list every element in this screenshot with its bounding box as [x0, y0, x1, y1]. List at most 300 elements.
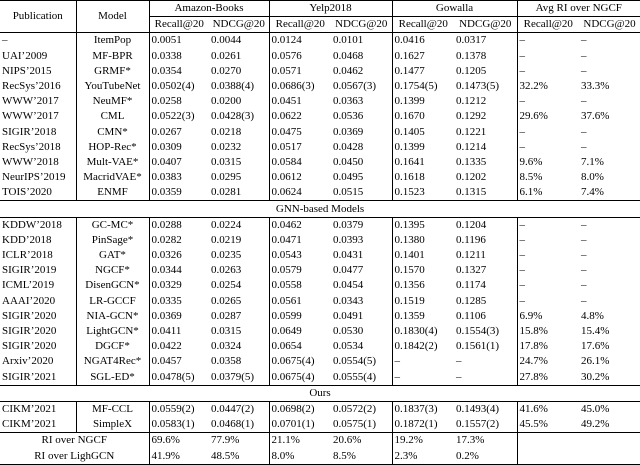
metric-value-cell: 0.1618 [392, 170, 454, 185]
metric-value-cell: 0.0583(1) [149, 417, 209, 433]
section-title: Ours [0, 385, 640, 401]
metric-value-cell: 0.0559(2) [149, 401, 209, 417]
metric-value-cell: 0.1335 [456, 155, 487, 168]
metric-value-cell: 0.0457 [149, 354, 209, 369]
metric-value-cell: – [581, 125, 587, 138]
metric-value-cell: 0.1174 [456, 279, 486, 292]
metric-value-cell: 0.0261 [211, 49, 242, 62]
metric-value-cell: 0.0383 [149, 170, 209, 185]
publication-cell: UAI’2009 [2, 49, 48, 62]
ri-value-cell [517, 448, 579, 464]
metric-value-cell: 0.1196 [456, 233, 486, 246]
metric-value-cell: 7.4% [581, 186, 604, 199]
ri-value-cell: 19.2% [392, 433, 454, 449]
metric-header: NDCG@20 [331, 17, 392, 33]
metric-value-cell: – [456, 355, 462, 368]
metric-value-cell: 27.8% [517, 370, 579, 386]
model-cell: DGCF* [76, 339, 149, 354]
metric-value-cell: 17.6% [581, 340, 610, 353]
metric-value-cell: 15.4% [581, 325, 610, 338]
metric-value-cell: 0.0571 [269, 64, 331, 79]
metric-value-cell: 0.0530 [333, 325, 364, 338]
model-cell: GRMF* [76, 64, 149, 79]
publication-cell: SIGIR’2020 [2, 340, 57, 353]
publication-cell: ICML’2019 [2, 279, 55, 292]
metric-value-cell: 0.0235 [211, 249, 242, 262]
metric-value-cell: – [517, 140, 579, 155]
metric-value-cell: 0.0468 [333, 49, 364, 62]
model-cell: ItemPop [76, 33, 149, 49]
ri-value-cell: 21.1% [269, 433, 331, 449]
metric-value-cell: 0.0468(1) [211, 418, 255, 431]
model-cell: GAT* [76, 248, 149, 263]
metric-value-cell: 0.0281 [211, 186, 242, 199]
table-row [0, 401, 640, 417]
metric-value-cell: 0.0232 [211, 140, 242, 153]
metric-header: Recall@20 [269, 17, 331, 33]
publication-cell: SIGIR’2019 [2, 264, 57, 277]
table-row [0, 140, 640, 155]
model-cell: SimpleX [76, 417, 149, 433]
metric-value-cell: 0.0579 [269, 263, 331, 278]
table-row [0, 49, 640, 64]
metric-value-cell: 0.1395 [392, 217, 454, 233]
metric-value-cell: 0.0477 [333, 264, 364, 277]
metric-value-cell: 8.5% [517, 170, 579, 185]
metric-value-cell: – [517, 233, 579, 248]
section-title: GNN-based Models [0, 201, 640, 217]
metric-value-cell: 0.0358 [211, 355, 242, 368]
ri-value-cell: 2.3% [392, 448, 454, 464]
dataset-group-header: Amazon-Books [149, 1, 269, 17]
metric-value-cell: 24.7% [517, 354, 579, 369]
table-row [0, 294, 640, 309]
metric-value-cell: 49.2% [581, 418, 610, 431]
metric-value-cell: 0.0454 [333, 279, 364, 292]
ri-label-cell: RI over NGCF [0, 433, 149, 449]
metric-value-cell: 0.1554(3) [456, 325, 500, 338]
metric-value-cell: 0.0411 [149, 324, 209, 339]
metric-value-cell: – [517, 217, 579, 233]
metric-value-cell: 0.1641 [392, 155, 454, 170]
metric-value-cell: 30.2% [581, 370, 610, 383]
metric-value-cell: – [581, 95, 587, 108]
ri-value-cell [579, 433, 640, 449]
publication-cell: CIKM’2021 [2, 402, 57, 415]
metric-value-cell: 0.1315 [456, 186, 487, 199]
metric-value-cell: 0.0309 [149, 140, 209, 155]
ri-value-cell: 77.9% [209, 433, 269, 449]
metric-value-cell: 0.0522(3) [149, 109, 209, 124]
metric-value-cell: – [581, 249, 587, 262]
metric-value-cell: 45.0% [581, 402, 610, 415]
metric-value-cell: 0.1473(5) [456, 80, 500, 93]
publication-cell: WWW’2018 [2, 155, 59, 168]
metric-value-cell: 0.1523 [392, 185, 454, 201]
metric-value-cell: 0.0393 [333, 233, 364, 246]
metric-value-cell: 0.0101 [333, 34, 364, 47]
metric-value-cell: 0.0265 [211, 294, 242, 307]
model-cell: HOP-Rec* [76, 140, 149, 155]
metric-value-cell: 0.1405 [392, 125, 454, 140]
metric-value-cell: 0.0326 [149, 248, 209, 263]
metric-value-cell: 0.0258 [149, 94, 209, 109]
metric-value-cell: 0.1399 [392, 94, 454, 109]
table-row [0, 339, 640, 354]
relative-improvement-row [0, 448, 640, 464]
table-row [0, 185, 640, 201]
metric-value-cell: 0.0675(4) [269, 370, 331, 386]
table-row [0, 33, 640, 49]
metric-value-cell: 0.1202 [456, 171, 487, 184]
metric-value-cell: 17.8% [517, 339, 579, 354]
ri-value-cell: 0.2% [454, 448, 517, 464]
metric-value-cell: – [517, 64, 579, 79]
metric-header: NDCG@20 [454, 17, 517, 33]
publication-cell: SIGIR’2020 [2, 325, 57, 338]
metric-value-cell: 0.0200 [211, 95, 242, 108]
metric-value-cell: 0.0379 [333, 218, 364, 231]
metric-header: Recall@20 [517, 17, 579, 33]
metric-value-cell: 0.1557(2) [456, 418, 500, 431]
metric-value-cell: 0.1670 [392, 109, 454, 124]
metric-value-cell: 0.0369 [333, 125, 364, 138]
model-header: Model [76, 1, 149, 33]
model-cell: NeuMF* [76, 94, 149, 109]
metric-value-cell: – [581, 279, 587, 292]
metric-value-cell: 0.0344 [149, 263, 209, 278]
metric-value-cell: – [456, 370, 462, 383]
metric-value-cell: – [581, 34, 587, 47]
metric-value-cell: 0.1519 [392, 294, 454, 309]
metric-value-cell: – [517, 248, 579, 263]
ri-value-cell: 41.9% [149, 448, 209, 464]
metric-value-cell: – [517, 294, 579, 309]
table-row [0, 233, 640, 248]
metric-value-cell: 0.1211 [456, 249, 486, 262]
metric-value-cell: 0.0428 [333, 140, 364, 153]
model-cell: NGCF* [76, 263, 149, 278]
metric-value-cell: 0.0649 [269, 324, 331, 339]
ri-value-cell: 17.3% [454, 433, 517, 449]
metric-value-cell: 6.9% [517, 309, 579, 324]
publication-cell: TOIS’2020 [2, 186, 52, 199]
metric-value-cell: 0.0622 [269, 109, 331, 124]
table-row [0, 354, 640, 369]
model-cell: YouTubeNet [76, 79, 149, 94]
metric-value-cell: 0.0447(2) [211, 402, 255, 415]
ri-value-cell: 48.5% [209, 448, 269, 464]
metric-value-cell: 0.1204 [456, 218, 487, 231]
metric-value-cell: 0.1359 [392, 309, 454, 324]
metric-value-cell: 0.0287 [211, 309, 242, 322]
table-row [0, 79, 640, 94]
metric-value-cell: 0.0416 [392, 33, 454, 49]
metric-value-cell: 0.0254 [211, 279, 242, 292]
metric-value-cell: 0.0388(4) [211, 80, 255, 93]
metric-value-cell: 0.0451 [269, 94, 331, 109]
metric-value-cell: 0.1561(1) [456, 340, 500, 353]
metric-value-cell: 0.0567(3) [333, 80, 377, 93]
metric-value-cell: 0.0517 [269, 140, 331, 155]
model-cell: GC-MC* [76, 217, 149, 233]
metric-value-cell: 0.0495 [333, 171, 364, 184]
table-row [0, 417, 640, 433]
table-row [0, 170, 640, 185]
metric-value-cell: 0.1570 [392, 263, 454, 278]
metric-value-cell: 0.0324 [211, 340, 242, 353]
metric-value-cell: 0.0044 [211, 34, 242, 47]
model-cell: CMN* [76, 125, 149, 140]
ri-value-cell: 20.6% [331, 433, 392, 449]
metric-value-cell: 0.0315 [211, 155, 242, 168]
metric-value-cell: 0.1205 [456, 64, 487, 77]
publication-cell: SIGIR’2018 [2, 125, 57, 138]
metric-header: Recall@20 [149, 17, 209, 33]
table-row [0, 309, 640, 324]
metric-value-cell: 0.0431 [333, 249, 364, 262]
table-row [0, 324, 640, 339]
ri-value-cell [517, 433, 579, 449]
metric-value-cell: 0.0462 [269, 217, 331, 233]
publication-cell: RecSys’2016 [2, 80, 61, 93]
metric-value-cell: 0.1627 [392, 49, 454, 64]
ri-label-cell: RI over LighGCN [0, 448, 149, 464]
metric-value-cell: 0.0536 [333, 110, 364, 123]
metric-value-cell: 0.1754(5) [392, 79, 454, 94]
metric-value-cell: – [581, 49, 587, 62]
metric-value-cell: 0.0379(5) [211, 370, 255, 383]
metric-value-cell: 0.0369 [149, 309, 209, 324]
model-cell: NIA-GCN* [76, 309, 149, 324]
metric-value-cell: 0.0561 [269, 294, 331, 309]
ri-value-cell [579, 448, 640, 464]
publication-cell: KDDW’2018 [2, 218, 62, 231]
metric-value-cell: 0.0698(2) [269, 401, 331, 417]
metric-value-cell: – [581, 140, 587, 153]
metric-value-cell: 0.0475 [269, 125, 331, 140]
table-row [0, 125, 640, 140]
publication-cell: RecSys’2018 [2, 140, 61, 153]
metric-value-cell: 0.0407 [149, 155, 209, 170]
metric-value-cell: 0.0219 [211, 233, 242, 246]
model-cell: MacridVAE* [76, 170, 149, 185]
metric-value-cell: 0.0335 [149, 294, 209, 309]
metric-value-cell: 0.0282 [149, 233, 209, 248]
metric-value-cell: 0.0534 [333, 340, 364, 353]
metric-value-cell: – [517, 49, 579, 64]
metric-value-cell: 0.0267 [149, 125, 209, 140]
metric-value-cell: 9.6% [517, 155, 579, 170]
metric-value-cell: 0.1837(3) [392, 401, 454, 417]
metric-value-cell: 0.0654 [269, 339, 331, 354]
publication-cell: SIGIR’2021 [2, 370, 57, 383]
publication-cell: Arxiv’2020 [2, 355, 54, 368]
metric-value-cell: 0.0315 [211, 325, 242, 338]
metric-value-cell: 0.0675(4) [269, 354, 331, 369]
table-row [0, 94, 640, 109]
metric-value-cell: 0.0576 [269, 49, 331, 64]
metric-value-cell: 0.0624 [269, 185, 331, 201]
metric-value-cell: 0.0270 [211, 64, 242, 77]
model-cell: Mult-VAE* [76, 155, 149, 170]
metric-value-cell: 0.1380 [392, 233, 454, 248]
metric-value-cell: 0.0599 [269, 309, 331, 324]
model-cell: ENMF [76, 185, 149, 201]
publication-cell: – [2, 34, 8, 47]
model-cell: MF-CCL [76, 401, 149, 417]
metric-value-cell: 0.0701(1) [269, 417, 331, 433]
metric-value-cell: – [392, 354, 454, 369]
section-header-row [0, 385, 640, 401]
metric-value-cell: 0.0288 [149, 217, 209, 233]
model-cell: MF-BPR [76, 49, 149, 64]
metric-value-cell: 37.6% [581, 110, 610, 123]
metric-value-cell: – [581, 264, 587, 277]
metric-value-cell: 0.1285 [456, 294, 487, 307]
metric-value-cell: 0.1477 [392, 64, 454, 79]
metric-value-cell: 0.0051 [149, 33, 209, 49]
metric-value-cell: 0.1292 [456, 110, 487, 123]
metric-value-cell: 0.1214 [456, 140, 487, 153]
metric-value-cell: 0.0584 [269, 155, 331, 170]
table-row [0, 263, 640, 278]
metric-value-cell: 7.1% [581, 155, 604, 168]
table-row [0, 217, 640, 233]
metric-value-cell: – [517, 125, 579, 140]
publication-cell: CIKM’2021 [2, 418, 57, 431]
metric-value-cell: 0.0363 [333, 95, 364, 108]
metric-value-cell: 15.8% [517, 324, 579, 339]
metric-value-cell: 0.0515 [333, 186, 364, 199]
metric-value-cell: 0.0491 [333, 309, 364, 322]
model-cell: DisenGCN* [76, 278, 149, 293]
metric-value-cell: 0.0343 [333, 294, 364, 307]
metric-value-cell: 0.0554(5) [333, 355, 377, 368]
metric-value-cell: 45.5% [517, 417, 579, 433]
metric-value-cell: 0.0575(1) [333, 418, 377, 431]
metric-value-cell: 0.0462 [333, 64, 364, 77]
metric-value-cell: 0.0555(4) [333, 370, 377, 383]
table-row [0, 109, 640, 124]
metric-value-cell: 26.1% [581, 355, 610, 368]
publication-cell: NIPS’2015 [2, 64, 52, 77]
publication-header: Publication [0, 1, 76, 33]
ri-value-cell: 69.6% [149, 433, 209, 449]
table-row [0, 64, 640, 79]
metric-value-cell: 0.0124 [269, 33, 331, 49]
metric-value-cell: 0.0543 [269, 248, 331, 263]
metric-value-cell: 33.3% [581, 80, 610, 93]
metric-value-cell: 0.1106 [456, 309, 486, 322]
metric-value-cell: 0.0263 [211, 264, 242, 277]
dataset-group-header: Yelp2018 [269, 1, 392, 17]
metric-value-cell: 0.1401 [392, 248, 454, 263]
metric-value-cell: 0.1212 [456, 95, 487, 108]
metric-value-cell: 0.1493(4) [456, 402, 500, 415]
metric-value-cell: – [517, 263, 579, 278]
metric-value-cell: 0.0295 [211, 171, 242, 184]
model-cell: LightGCN* [76, 324, 149, 339]
metric-value-cell: 0.1327 [456, 264, 487, 277]
metric-value-cell: – [517, 94, 579, 109]
metric-value-cell: – [581, 233, 587, 246]
model-cell: SGL-ED* [76, 370, 149, 386]
ri-value-cell: 8.0% [269, 448, 331, 464]
relative-improvement-row [0, 433, 640, 449]
model-cell: PinSage* [76, 233, 149, 248]
table-row [0, 370, 640, 386]
section-header-row [0, 201, 640, 217]
dataset-group-header: Gowalla [392, 1, 517, 17]
metric-value-cell: 0.1356 [392, 278, 454, 293]
publication-cell: WWW’2017 [2, 110, 59, 123]
metric-value-cell: – [581, 218, 587, 231]
header-row-groups [0, 1, 640, 17]
metric-value-cell: 0.1378 [456, 49, 487, 62]
metric-value-cell: 0.0329 [149, 278, 209, 293]
metric-header: NDCG@20 [579, 17, 640, 33]
metric-value-cell: 0.0338 [149, 49, 209, 64]
metric-value-cell: 0.0471 [269, 233, 331, 248]
metric-value-cell: 0.0428(3) [211, 110, 255, 123]
table-row [0, 278, 640, 293]
metric-value-cell: – [581, 64, 587, 77]
table-row [0, 155, 640, 170]
metric-value-cell: 0.0422 [149, 339, 209, 354]
metric-value-cell: – [517, 278, 579, 293]
table-row [0, 248, 640, 263]
metric-value-cell: 0.0354 [149, 64, 209, 79]
metric-value-cell: – [517, 33, 579, 49]
publication-cell: WWW’2017 [2, 95, 59, 108]
metric-value-cell: 4.8% [581, 309, 604, 322]
metric-value-cell: 0.0218 [211, 125, 242, 138]
metric-value-cell: 0.0478(5) [149, 370, 209, 386]
ri-value-cell: 8.5% [331, 448, 392, 464]
metric-value-cell: 8.0% [581, 171, 604, 184]
metric-value-cell: – [392, 370, 454, 386]
metric-value-cell: 0.0686(3) [269, 79, 331, 94]
metric-value-cell: 0.0502(4) [149, 79, 209, 94]
metric-value-cell: 0.1399 [392, 140, 454, 155]
metric-value-cell: 0.1830(4) [392, 324, 454, 339]
metric-value-cell: 0.0558 [269, 278, 331, 293]
publication-cell: AAAI’2020 [2, 294, 56, 307]
dataset-group-header: Avg RI over NGCF [517, 1, 640, 17]
metric-value-cell: 0.1842(2) [392, 339, 454, 354]
metric-value-cell: 0.0450 [333, 155, 364, 168]
metric-value-cell: 0.1221 [456, 125, 487, 138]
model-cell: NGAT4Rec* [76, 354, 149, 369]
metric-value-cell: – [581, 294, 587, 307]
metric-value-cell: 32.2% [517, 79, 579, 94]
metric-value-cell: 0.0572(2) [333, 402, 377, 415]
metric-value-cell: 0.0317 [456, 34, 487, 47]
metric-value-cell: 0.1872(1) [392, 417, 454, 433]
publication-cell: KDD’2018 [2, 233, 52, 246]
metric-header: Recall@20 [392, 17, 454, 33]
publication-cell: NeurIPS’2019 [2, 171, 66, 184]
metric-value-cell: 29.6% [517, 109, 579, 124]
metric-value-cell: 0.0359 [149, 185, 209, 201]
model-cell: CML [76, 109, 149, 124]
metric-value-cell: 0.0224 [211, 218, 242, 231]
metric-value-cell: 6.1% [517, 185, 579, 201]
metric-value-cell: 0.0612 [269, 170, 331, 185]
model-cell: LR-GCCF [76, 294, 149, 309]
publication-cell: SIGIR’2020 [2, 309, 57, 322]
